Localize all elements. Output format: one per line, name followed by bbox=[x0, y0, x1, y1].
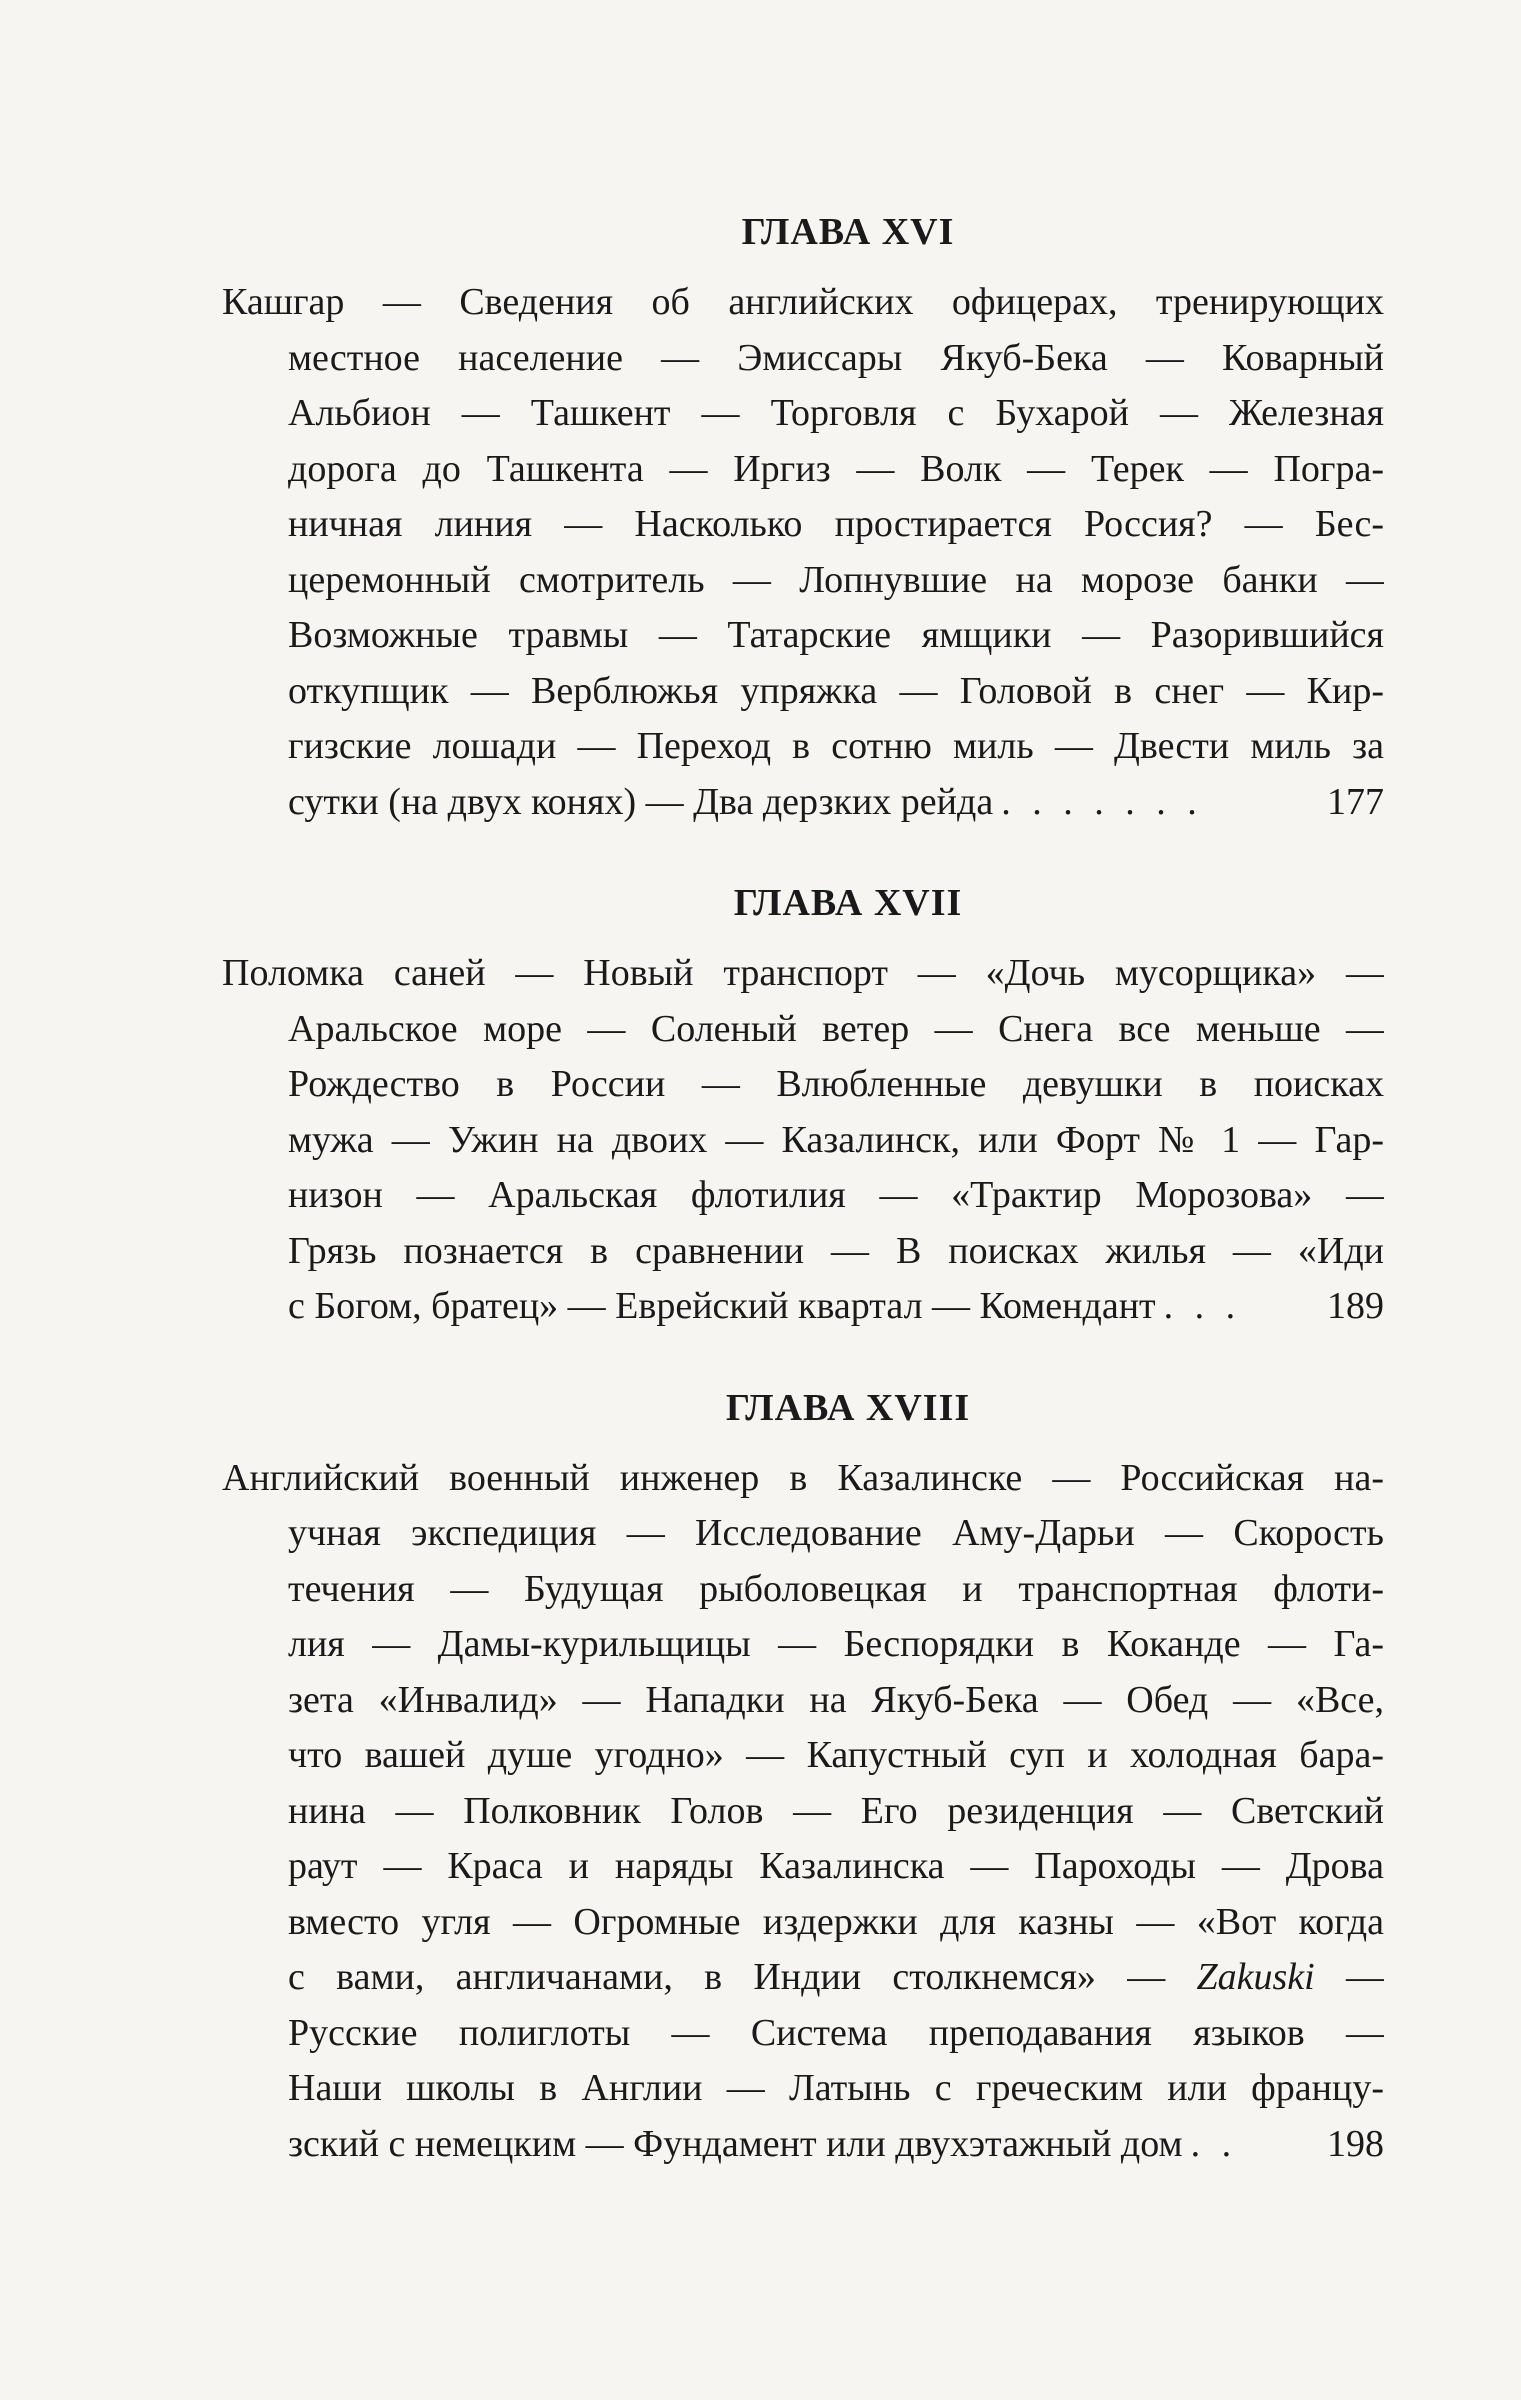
page-number: 189 bbox=[1327, 1285, 1384, 1327]
chapter-title: ГЛАВА XVI bbox=[741, 211, 955, 253]
summary-line: Аральское море — Соленый ветер — Снега все меньше — bbox=[288, 1007, 1384, 1050]
summary-line: откупщик — Верблюжья упряжка — Головой в снег — Кир- bbox=[288, 669, 1384, 712]
summary-line: Возможные травмы — Татарские ямщики — Разорившийся bbox=[288, 614, 1384, 656]
summary-line: дорога до Ташкента — Иргиз — Волк — Терек — Погра- bbox=[288, 447, 1384, 490]
summary-line: вместо угля — Огромные издержки для казны — «Вот когда bbox=[288, 1900, 1384, 1943]
summary-line: нина — Полковник Голов — Его резиденция — Светский bbox=[288, 1789, 1384, 1832]
chapter-title: ГЛАВА XVII bbox=[733, 882, 963, 924]
summary-line: Поломка саней — Новый транспорт — «Дочь мусорщика» — bbox=[222, 952, 1384, 994]
summary-line-with-italic bbox=[222, 1950, 1384, 2006]
summary-line: Грязь познается в сравнении — В поисках жилья — «Иди bbox=[288, 1229, 1384, 1272]
summary-last-line bbox=[222, 1279, 1384, 1335]
summary-line: учная экспедиция — Исследование Аму-Дарьи — Скорость bbox=[288, 1512, 1384, 1554]
chapter-xvi bbox=[222, 205, 1384, 830]
chapter-summary bbox=[222, 946, 1384, 1335]
summary-line: что вашей душе угодно» — Капустный суп и холодная бара- bbox=[288, 1734, 1384, 1776]
summary-line: Кашгар — Сведения об английских офицерах, тренирующих bbox=[222, 281, 1384, 323]
summary-line: раут — Краса и наряды Казалинска — Пароходы — Дрова bbox=[288, 1845, 1384, 1887]
summary-line-text: с вами, англичанами, в Индии столкнемся» — bbox=[288, 1956, 1197, 1998]
summary-line: Английский военный инженер в Казалинске — Российская на- bbox=[222, 1456, 1384, 1499]
leader-dots: . . . bbox=[1163, 1285, 1242, 1327]
summary-line-text: с Богом, братец» — Еврейский квартал — Комендант bbox=[288, 1285, 1156, 1327]
summary-line: местное население — Эмиссары Якуб-Бека — Коварный bbox=[288, 336, 1384, 379]
chapter-xvii bbox=[222, 876, 1384, 1335]
summary-line: Альбион — Ташкент — Торговля с Бухарой — Железная bbox=[288, 392, 1384, 434]
italic-word: Zakuski bbox=[1196, 1956, 1315, 1998]
table-of-contents-page bbox=[222, 205, 1384, 2325]
summary-line-text: сутки (на двух конях) — Два дерзких рейда bbox=[288, 780, 994, 823]
summary-line: гизские лошади — Переход в сотню миль — Двести миль за bbox=[288, 725, 1384, 767]
chapter-title: ГЛАВА XVIII bbox=[725, 1386, 971, 1429]
leader-dots: . . . . . . . bbox=[1001, 780, 1203, 823]
summary-line: Наши школы в Англии — Латынь с греческим или францу- bbox=[288, 2067, 1384, 2109]
summary-line: зета «Инвалид» — Нападки на Якуб-Бека — Обед — «Все, bbox=[288, 1678, 1384, 1721]
summary-line-text: зский с немецким — Фундамент или двухэтажный дом bbox=[288, 2122, 1183, 2165]
chapter-xviii bbox=[222, 1381, 1384, 2173]
summary-line: Русские полиглоты — Система преподавания языков — bbox=[288, 2011, 1384, 2054]
chapter-summary bbox=[222, 275, 1384, 830]
summary-last-line bbox=[222, 775, 1384, 831]
page-number: 198 bbox=[1327, 2122, 1384, 2165]
summary-line: течения — Будущая рыболовецкая и транспортная флоти- bbox=[288, 1567, 1384, 1610]
chapter-summary bbox=[222, 1451, 1384, 2173]
summary-line: мужа — Ужин на двоих — Казалинск, или Форт № 1 — Гар- bbox=[288, 1118, 1384, 1161]
summary-line: церемонный смотритель — Лопнувшие на морозе банки — bbox=[288, 558, 1384, 601]
summary-line: лия — Дамы-курильщицы — Беспорядки в Коканде — Га- bbox=[288, 1623, 1384, 1665]
summary-line: низон — Аральская флотилия — «Трактир Морозова» — bbox=[288, 1174, 1384, 1216]
summary-line: Рождество в России — Влюбленные девушки в поисках bbox=[288, 1063, 1384, 1105]
summary-line-text: — bbox=[1314, 1956, 1384, 1998]
summary-last-line bbox=[222, 2117, 1384, 2173]
summary-line: ничная линия — Насколько простирается Россия? — Бес- bbox=[288, 503, 1384, 545]
leader-dots: . . bbox=[1190, 2122, 1238, 2165]
page-number: 177 bbox=[1327, 780, 1384, 823]
